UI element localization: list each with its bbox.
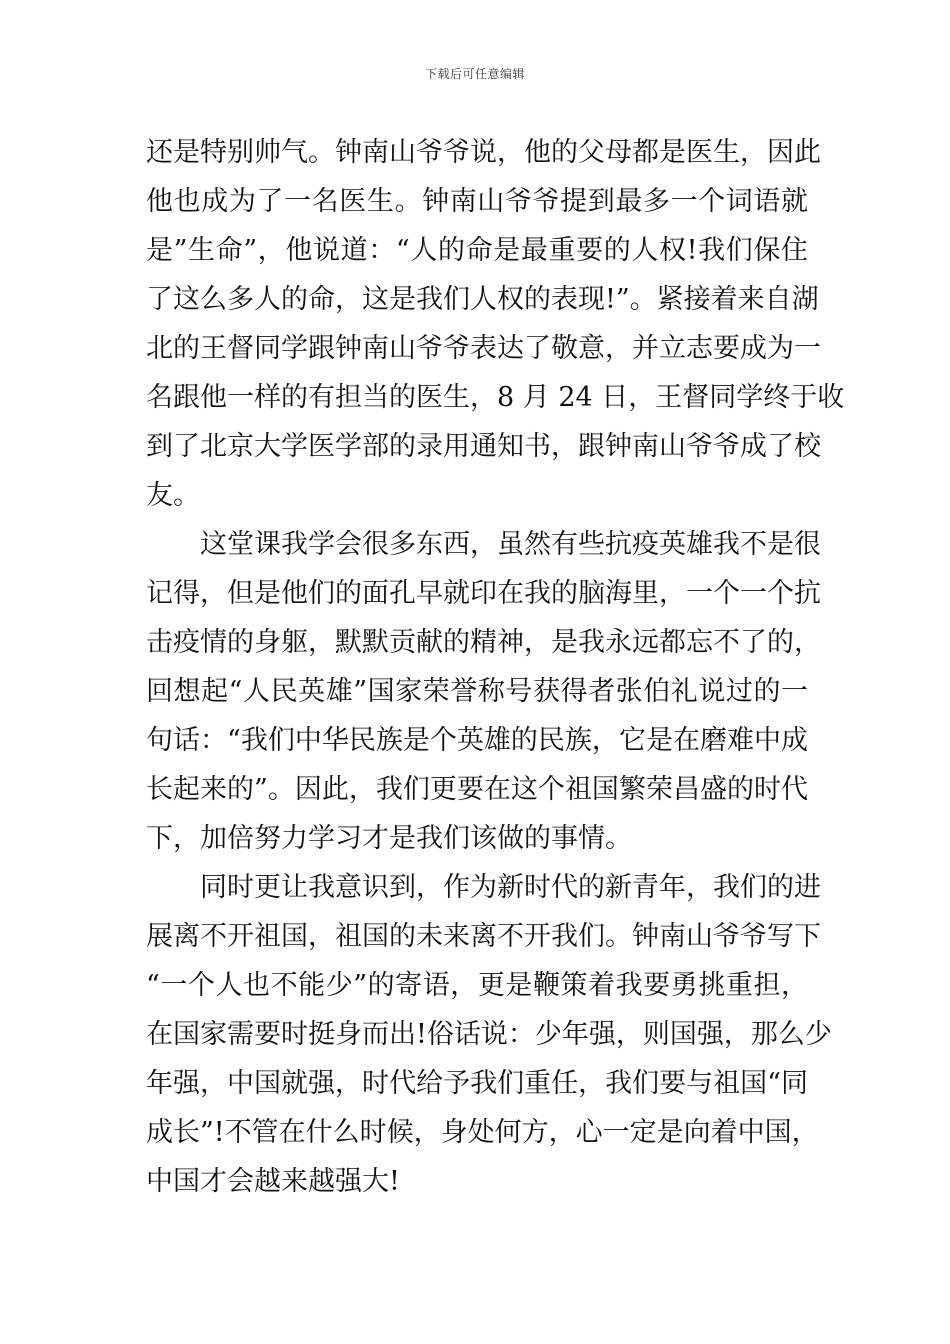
paragraph: [146, 128, 845, 520]
text-line: 还是特别帅气。钟南山爷爷说，他的父母都是医生，因此: [146, 137, 821, 168]
text-line: 成长”!不管在什么时候，身处何方，心一定是向着中国，: [146, 1117, 819, 1148]
document-body: [146, 128, 845, 1206]
text-line: 中国才会越来越强大!: [146, 1166, 400, 1197]
text-line: “一个人也不能少”的寄语，更是鞭策着我要勇挑重担，: [146, 970, 808, 1001]
text-line: 击疫情的身躯，默默贡献的精神，是我永远都忘不了的，: [146, 627, 821, 658]
paragraph: [146, 520, 821, 863]
text-line: 他也成为了一名医生。钟南山爷爷提到最多一个词语就: [146, 186, 808, 217]
text-line: 回想起“人民英雄”国家荣誉称号获得者张伯礼说过的一: [146, 676, 808, 707]
paragraph: [146, 863, 832, 1206]
page-header: 下载后可任意编辑: [424, 67, 525, 81]
text-line: 在国家需要时挺身而出!俗话说：少年强，则国强，那么少: [146, 1019, 832, 1050]
text-line: 北的王督同学跟钟南山爷爷表达了敬意，并立志要成为一: [146, 333, 821, 364]
text-line: 下，加倍努力学习才是我们该做的事情。: [146, 823, 632, 854]
text-line: 到了北京大学医学部的录用通知书，跟钟南山爷爷成了校: [146, 431, 821, 462]
text-line: 年强，中国就强，时代给予我们重任，我们要与祖国“同: [146, 1068, 808, 1099]
text-line: 展离不开祖国，祖国的未来离不开我们。钟南山爷爷写下: [146, 921, 821, 952]
text-line: 记得，但是他们的面孔早就印在我的脑海里，一个一个抗: [146, 578, 821, 609]
text-line: 这堂课我学会很多东西，虽然有些抗疫英雄我不是很: [200, 529, 821, 560]
text-line: 是”生命”，他说道：“人的命是最重要的人权!我们保住: [146, 235, 808, 266]
text-line: 长起来的”。因此，我们更要在这个祖国繁荣昌盛的时代: [146, 774, 808, 805]
text-line: 同时更让我意识到，作为新时代的新青年，我们的进: [200, 872, 821, 903]
text-line: 友。: [146, 480, 200, 511]
text-line: 句话：“我们中华民族是个英雄的民族，它是在磨难中成: [146, 725, 808, 756]
text-line: 了这么多人的命，这是我们人权的表现!”。紧接着来自湖: [146, 284, 819, 315]
text-line: 名跟他一样的有担当的医生，8 月 24 日，王督同学终于收: [146, 382, 845, 413]
